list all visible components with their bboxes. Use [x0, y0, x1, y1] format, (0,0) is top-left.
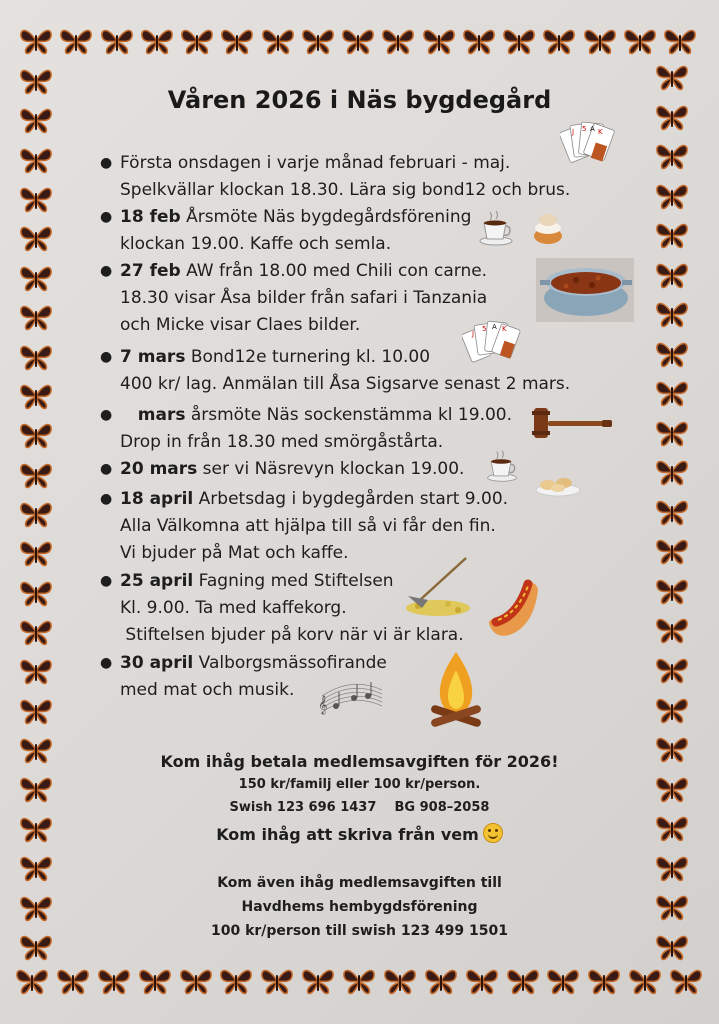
bullet-icon: ● — [100, 461, 113, 477]
butterfly-icon — [18, 578, 54, 608]
smiley-icon — [483, 823, 503, 843]
event-line — [120, 150, 570, 177]
butterfly-icon — [137, 966, 173, 996]
butterfly-icon — [382, 966, 418, 996]
butterfly-icon — [18, 145, 54, 175]
butterfly-border-top — [18, 26, 698, 56]
butterfly-icon — [18, 617, 54, 647]
butterfly-icon — [260, 26, 296, 56]
event-line — [120, 177, 570, 204]
butterfly-icon — [668, 966, 704, 996]
event-line-text: med mat och musik. — [120, 680, 295, 700]
butterfly-icon — [622, 26, 658, 56]
butterfly-icon — [654, 457, 690, 487]
butterfly-icon — [219, 26, 255, 56]
event-line-text: Fagning med Stiftelsen — [193, 571, 394, 591]
butterfly-icon — [586, 966, 622, 996]
butterfly-icon — [654, 655, 690, 685]
bullet-icon: ● — [100, 655, 113, 671]
butterfly-icon — [14, 966, 50, 996]
svg-text:A: A — [492, 323, 497, 331]
event-line-text: 18.30 visar Åsa bilder från safari i Tanzania — [120, 288, 488, 308]
playing-cards-icon — [560, 118, 618, 180]
svg-text:𝄞: 𝄞 — [318, 695, 328, 714]
butterfly-icon — [654, 181, 690, 211]
event-line-text: och Micke visar Claes bilder. — [120, 315, 361, 335]
hotdog-icon — [482, 576, 542, 640]
butterfly-icon — [340, 26, 376, 56]
cookies-icon — [534, 470, 582, 498]
event-text — [120, 204, 471, 258]
bullet-icon: ● — [100, 263, 113, 279]
coffee-cup-icon — [476, 208, 516, 248]
butterfly-icon — [541, 26, 577, 56]
event-line — [120, 402, 512, 429]
svg-text:5: 5 — [582, 125, 587, 133]
event-text — [120, 150, 570, 204]
event-line-text: Kl. 9.00. Ta med kaffekorg. — [120, 598, 347, 618]
butterfly-icon — [18, 26, 54, 56]
event-line — [120, 622, 464, 649]
butterfly-icon — [300, 26, 336, 56]
event-line-text: Alla Välkomna att hjälpa till så vi får den fin. — [120, 516, 496, 536]
bullet-icon: ● — [100, 407, 113, 423]
havdhem-line-3: 100 kr/person till swish 123 499 1501 — [210, 923, 508, 939]
butterfly-icon — [501, 26, 537, 56]
butterfly-icon — [505, 966, 541, 996]
butterfly-icon — [178, 966, 214, 996]
svg-text:A: A — [590, 125, 595, 133]
butterfly-icon — [341, 966, 377, 996]
butterfly-icon — [421, 26, 457, 56]
event-date: 20 mars — [120, 459, 198, 479]
event-date: 25 april — [120, 571, 194, 591]
event-line — [120, 486, 508, 513]
music-notes-icon — [316, 674, 384, 720]
event-date: 18 feb — [120, 207, 181, 227]
butterfly-icon — [380, 26, 416, 56]
butterfly-icon — [99, 26, 135, 56]
butterfly-icon — [654, 418, 690, 448]
butterfly-icon — [18, 538, 54, 568]
butterfly-icon — [18, 302, 54, 332]
gavel-icon — [530, 404, 614, 444]
butterfly-icon — [218, 966, 254, 996]
event-line-text: Årsmöte Näs bygdegårdsförening — [180, 207, 472, 227]
semla-icon — [532, 210, 564, 246]
butterfly-icon — [654, 141, 690, 171]
event-line — [120, 258, 487, 285]
butterfly-icon — [139, 26, 175, 56]
butterfly-icon — [423, 966, 459, 996]
event-line — [120, 312, 487, 339]
butterfly-border-bottom — [14, 966, 704, 996]
butterfly-icon — [18, 263, 54, 293]
havdhem-line-1: Kom även ihåg medlemsavgiften till — [217, 875, 502, 891]
remember-line — [0, 823, 719, 844]
butterfly-icon — [654, 260, 690, 290]
butterfly-icon — [179, 26, 215, 56]
fee-title: Kom ihåg betala medlemsavgiften för 2026! — [160, 752, 559, 771]
butterfly-icon — [18, 696, 54, 726]
bullet-icon: ● — [100, 155, 113, 171]
event-line — [120, 429, 512, 456]
event-line-text: 400 kr/ lag. Anmälan till Åsa Sigsarve senast 2 mars. — [120, 374, 571, 394]
event-line — [120, 285, 487, 312]
svg-text:J: J — [472, 330, 475, 338]
event-line-text: ser vi Näsrevyn klockan 19.00. — [197, 459, 465, 479]
svg-text:K: K — [502, 325, 507, 333]
event-line — [120, 204, 471, 231]
butterfly-icon — [654, 695, 690, 725]
butterfly-icon — [654, 576, 690, 606]
event-line — [120, 650, 387, 677]
event-date: 27 feb — [120, 261, 181, 281]
butterfly-icon — [464, 966, 500, 996]
butterfly-icon — [18, 223, 54, 253]
event-line — [120, 456, 464, 483]
event-line — [120, 231, 471, 258]
event-line-text: Bond12e turnering kl. 10.00 — [185, 347, 431, 367]
coffee-cup-icon — [484, 448, 520, 484]
butterfly-icon — [300, 966, 336, 996]
butterfly-icon — [654, 339, 690, 369]
event-text — [120, 258, 487, 339]
fee-price: 150 kr/familj eller 100 kr/person. — [238, 777, 481, 792]
event-line-text: Vi bjuder på Mat och kaffe. — [120, 543, 349, 563]
butterfly-icon — [18, 184, 54, 214]
svg-text:J: J — [572, 128, 575, 136]
event-line-text: AW från 18.00 med Chili con carne. — [180, 261, 488, 281]
event-line — [120, 371, 570, 398]
playing-cards-icon — [462, 316, 524, 370]
event-text — [120, 456, 464, 483]
event-line-text: Spelkvällar klockan 18.30. Lära sig bond12 och brus. — [120, 180, 571, 200]
butterfly-icon — [55, 966, 91, 996]
svg-text:K: K — [598, 128, 603, 136]
event-line-text: klockan 19.00. Kaffe och semla. — [120, 234, 392, 254]
fee-swish: Swish 123 696 1437 BG 908–2058 — [229, 800, 490, 815]
butterfly-icon — [58, 26, 94, 56]
butterfly-icon — [654, 497, 690, 527]
butterfly-icon — [96, 966, 132, 996]
butterfly-icon — [582, 26, 618, 56]
butterfly-icon — [654, 536, 690, 566]
event-line-text: Drop in från 18.30 med smörgåstårta. — [120, 432, 444, 452]
event-line-text: Stiftelsen bjuder på korv när vi är klara. — [120, 625, 464, 645]
butterfly-icon — [654, 220, 690, 250]
event-line-text: Valborgsmässofirande — [193, 653, 387, 673]
event-date: 7 mars — [120, 347, 186, 367]
bullet-icon: ● — [100, 491, 113, 507]
campfire-icon — [424, 648, 488, 728]
event-date: mars — [120, 405, 186, 425]
havdhem-line-2: Havdhems hembygdsförening — [241, 899, 478, 915]
butterfly-icon — [259, 966, 295, 996]
butterfly-icon — [461, 26, 497, 56]
event-line — [120, 513, 508, 540]
butterfly-icon — [545, 966, 581, 996]
butterfly-icon — [18, 381, 54, 411]
event-date: 30 april — [120, 653, 194, 673]
rake-icon — [398, 556, 472, 618]
butterfly-icon — [18, 656, 54, 686]
butterfly-icon — [18, 342, 54, 372]
butterfly-icon — [654, 615, 690, 645]
svg-text:5: 5 — [482, 325, 487, 333]
event-line-text: Arbetsdag i bygdegården start 9.00. — [193, 489, 509, 509]
event-text — [120, 402, 512, 456]
chili-pot-icon — [536, 258, 634, 322]
butterfly-icon — [627, 966, 663, 996]
butterfly-icon — [662, 26, 698, 56]
event-line-text: årsmöte Näs sockenstämma kl 19.00. — [185, 405, 513, 425]
butterfly-icon — [654, 378, 690, 408]
bullet-icon: ● — [100, 573, 113, 589]
bullet-icon: ● — [100, 349, 113, 365]
event-text — [120, 486, 508, 567]
event-date: 18 april — [120, 489, 194, 509]
remember-text: Kom ihåg att skriva från vem — [216, 825, 479, 844]
butterfly-icon — [654, 299, 690, 329]
poster-title: Våren 2026 i Näs bygdegård — [167, 86, 552, 114]
butterfly-icon — [18, 499, 54, 529]
bullet-icon: ● — [100, 209, 113, 225]
butterfly-icon — [18, 420, 54, 450]
butterfly-icon — [18, 460, 54, 490]
event-line-text: Första onsdagen i varje månad februari - maj. — [120, 153, 511, 173]
